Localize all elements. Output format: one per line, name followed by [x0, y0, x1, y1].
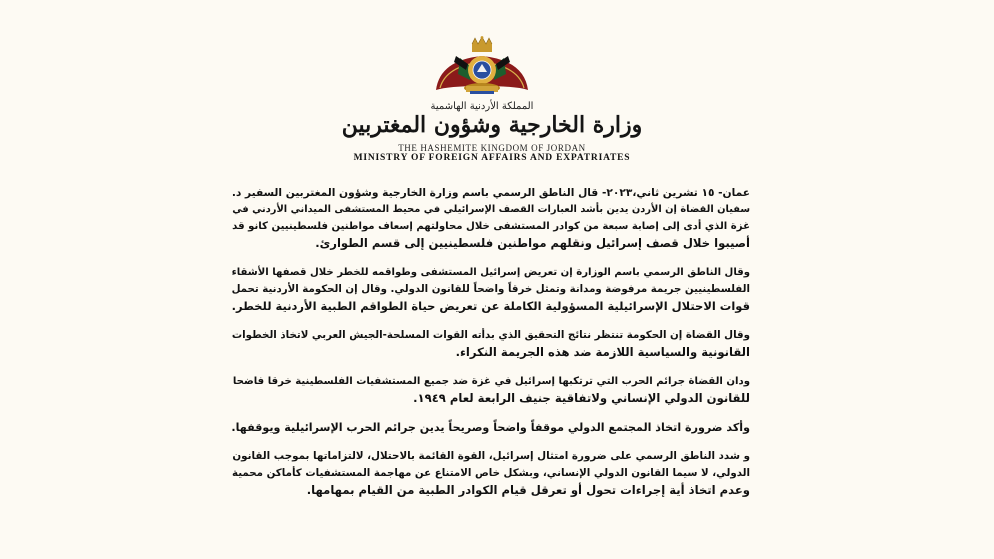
paragraph-5	[232, 419, 750, 436]
text-line: أصيبوا خلال قصف إسرائيل ونقلهم مواطنين فلسطينيين إلى قسم الطوارئ.	[315, 236, 750, 250]
jordan-coat-of-arms-icon	[430, 36, 534, 96]
ministry-name-english: MINISTRY OF FOREIGN AFFAIRS AND EXPATRIATES	[353, 153, 631, 163]
text-line: الدولي، لا سيما القانون الدولي الإنساني، وبشكل خاص الامتناع عن مهاجمة المستشفيات كأماكن محمية	[232, 467, 750, 479]
text-line: قوات الاحتلال الإسرائيلية المسؤولية الكاملة عن تعريض حياة الطواقم الطبية الأردنية للخطر.	[231, 299, 750, 313]
text-line: وعدم اتخاذ أية إجراءات تحول أو تعرقل قيام الكوادر الطبية من القيام بمهامها.	[306, 483, 750, 497]
paragraph-3	[232, 327, 750, 361]
text-line: وقال الناطق الرسمي باسم الوزارة إن تعريض إسرائيل المستشفى وطواقمه للخطر خلال قصفها الأشقاء	[231, 267, 750, 278]
text-line: ودان القضاة جرائم الحرب التي ترتكبها إسرائيل في غزة ضد جميع المستشفيات الفلسطينية خرقا فاضحا	[232, 376, 750, 387]
text-line: القانونية والسياسية اللازمة ضد هذه الجريمة النكراء.	[455, 345, 750, 359]
text-line: وقال القضاة إن الحكومة تنتظر نتائج التحقيق الذي بدأته القوات المسلحة-الجيش العربي لاتخاذ الخطوات	[231, 329, 750, 341]
paragraph-4	[232, 373, 750, 407]
paragraph-1	[232, 184, 750, 252]
ministry-name-arabic: وزارة الخارجية وشؤون المغتربين	[341, 112, 643, 138]
letterhead	[0, 0, 994, 170]
press-statement	[232, 184, 750, 511]
kingdom-name-arabic: المملكة الأردنية الهاشمية	[430, 101, 534, 112]
kingdom-name-english: THE HASHEMITE KINGDOM OF JORDAN	[398, 143, 586, 153]
text-line: و شدد الناطق الرسمي على ضرورة امتثال إسرائيل، القوة القائمة بالاحتلال، لالتزاماتها بموجب القانون	[232, 450, 750, 462]
text-line: غزة الذي أدى إلى إصابة سبعة من كوادر المستشفى خلال محاولتهم إسعاف مواطنين فلسطينيين كانو قد	[232, 221, 750, 232]
text-line: وأكد ضرورة اتخاذ المجتمع الدولي موقفاً واضحاً وصريحاً يدين جرائم الحرب الإسرائيلية ويوقفها.	[231, 421, 750, 434]
text-line: للقانون الدولي الإنساني ولاتفاقية جنيف الرابعة لعام ١٩٤٩.	[413, 391, 750, 405]
paragraph-2	[232, 264, 750, 315]
text-line: عمان- ١٥ تشرين ثاني،٢٠٢٣- قال الناطق الرسمي باسم وزارة الخارجية وشؤون المغتربين السفير د.	[231, 186, 750, 199]
text-line: الفلسطينيين جريمة مرفوضة ومدانة وتمثل خرقاً واضحاً للقانون الدولي. وقال إن الحكومة الأردنية تحمل	[231, 284, 750, 295]
text-line: سفيان القضاة إن الأردن يدين بأشد العبارات القصف الإسرائيلي في محيط المستشفى الميداني الأردني في	[232, 204, 750, 215]
paragraph-6	[232, 448, 750, 499]
